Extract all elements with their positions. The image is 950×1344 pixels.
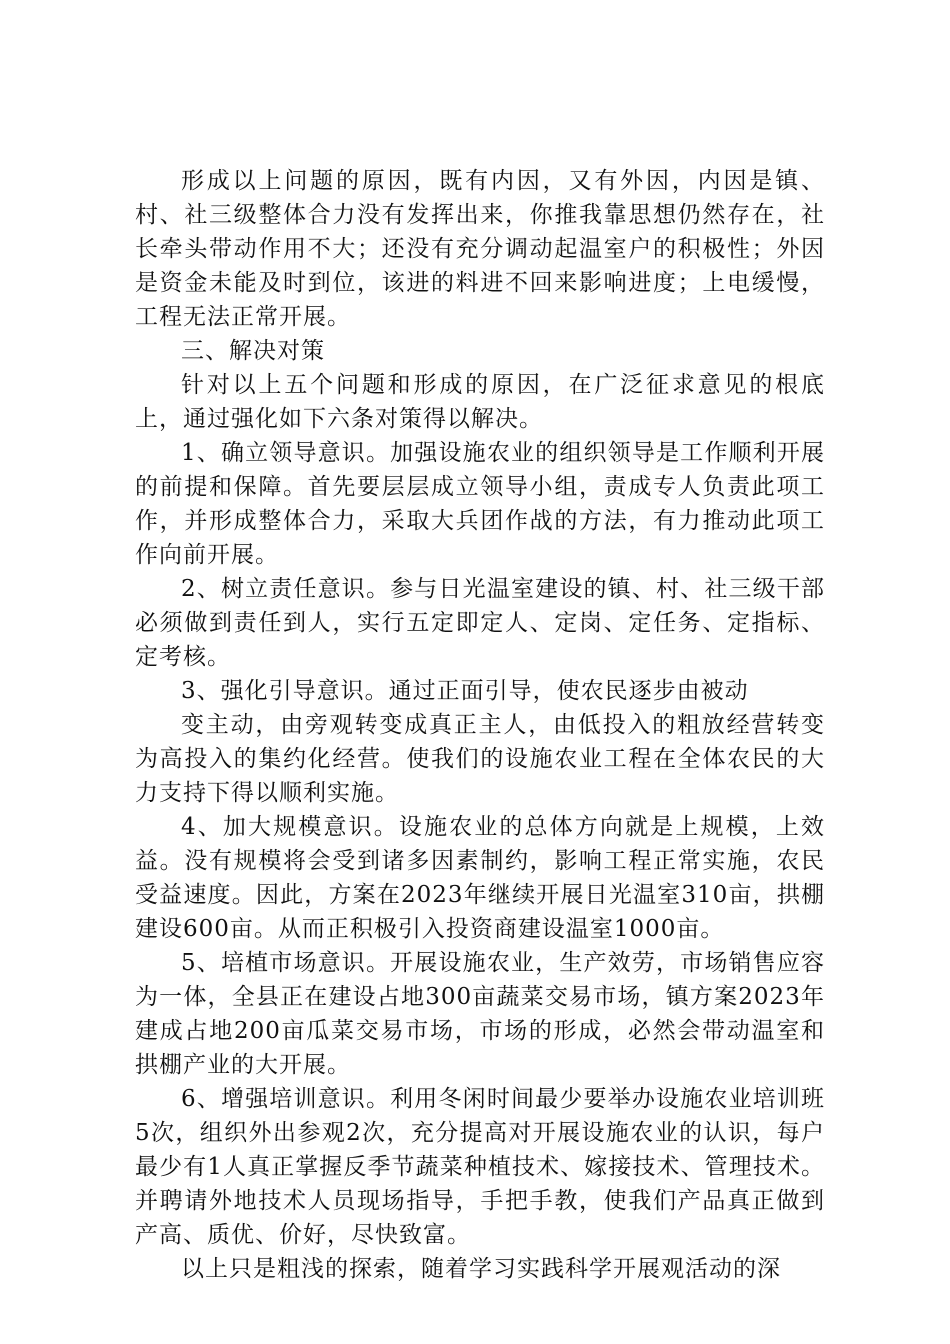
paragraph-measure-1: 1、确立领导意识。加强设施农业的组织领导是工作顺利开展的前提和保障。首先要层层成立领导小组，责成专人负责此项工作，并形成整体合力，采取大兵团作战的方法，有力推动此项工作向前开展。 [135,440,825,568]
document-body [135,164,825,1286]
paragraph-causes: 形成以上问题的原因，既有内因，又有外因，内因是镇、村、社三级整体合力没有发挥出来，你推我靠思想仍然存在，社长牵头带动作用不大；还没有充分调动起温室户的积极性；外因是资金未能及时到位，该进的料进不回来影响进度；上电缓慢，工程无法正常开展。 [135,168,825,330]
paragraph-measure-5: 5、培植市场意识。开展设施农业，生产效劳，市场销售应容为一体，全县正在建设占地300亩蔬菜交易市场，镇方案2023年建成占地200亩瓜菜交易市场，市场的形成，必然会带动温室和拱棚产业的大开展。 [135,950,825,1078]
section-heading-solutions: 三、解决对策 [181,338,325,364]
paragraph-measure-3-continued: 变主动，由旁观转变成真正主人，由低投入的粗放经营转变为高投入的集约化经营。使我们的设施农业工程在全体农民的大力支持下得以顺利实施。 [135,712,825,806]
paragraph-measure-3: 3、强化引导意识。通过正面引导，使农民逐步由被动 [181,678,749,704]
paragraph-conclusion: 以上只是粗浅的探索，随着学习实践科学开展观活动的深 [181,1256,781,1282]
paragraph-measure-4: 4、加大规模意识。设施农业的总体方向就是上规模，上效益。没有规模将会受到诸多因素制约，影响工程正常实施，农民受益速度。因此，方案在2023年继续开展日光温室310亩，拱棚建设600亩。从而正积极引入投资商建设温室1000亩。 [135,814,825,942]
paragraph-intro-measures: 针对以上五个问题和形成的原因，在广泛征求意见的根底上，通过强化如下六条对策得以解决。 [135,372,825,432]
paragraph-measure-2: 2、树立责任意识。参与日光温室建设的镇、村、社三级干部必须做到责任到人，实行五定即定人、定岗、定任务、定指标、定考核。 [135,576,825,670]
paragraph-measure-6: 6、增强培训意识。利用冬闲时间最少要举办设施农业培训班5次，组织外出参观2次，充分提高对开展设施农业的认识，每户最少有1人真正掌握反季节蔬菜种植技术、嫁接技术、管理技术。并聘请外地技术人员现场指导，手把手教，使我们产品真正做到产高、质优、价好，尽快致富。 [135,1086,825,1248]
